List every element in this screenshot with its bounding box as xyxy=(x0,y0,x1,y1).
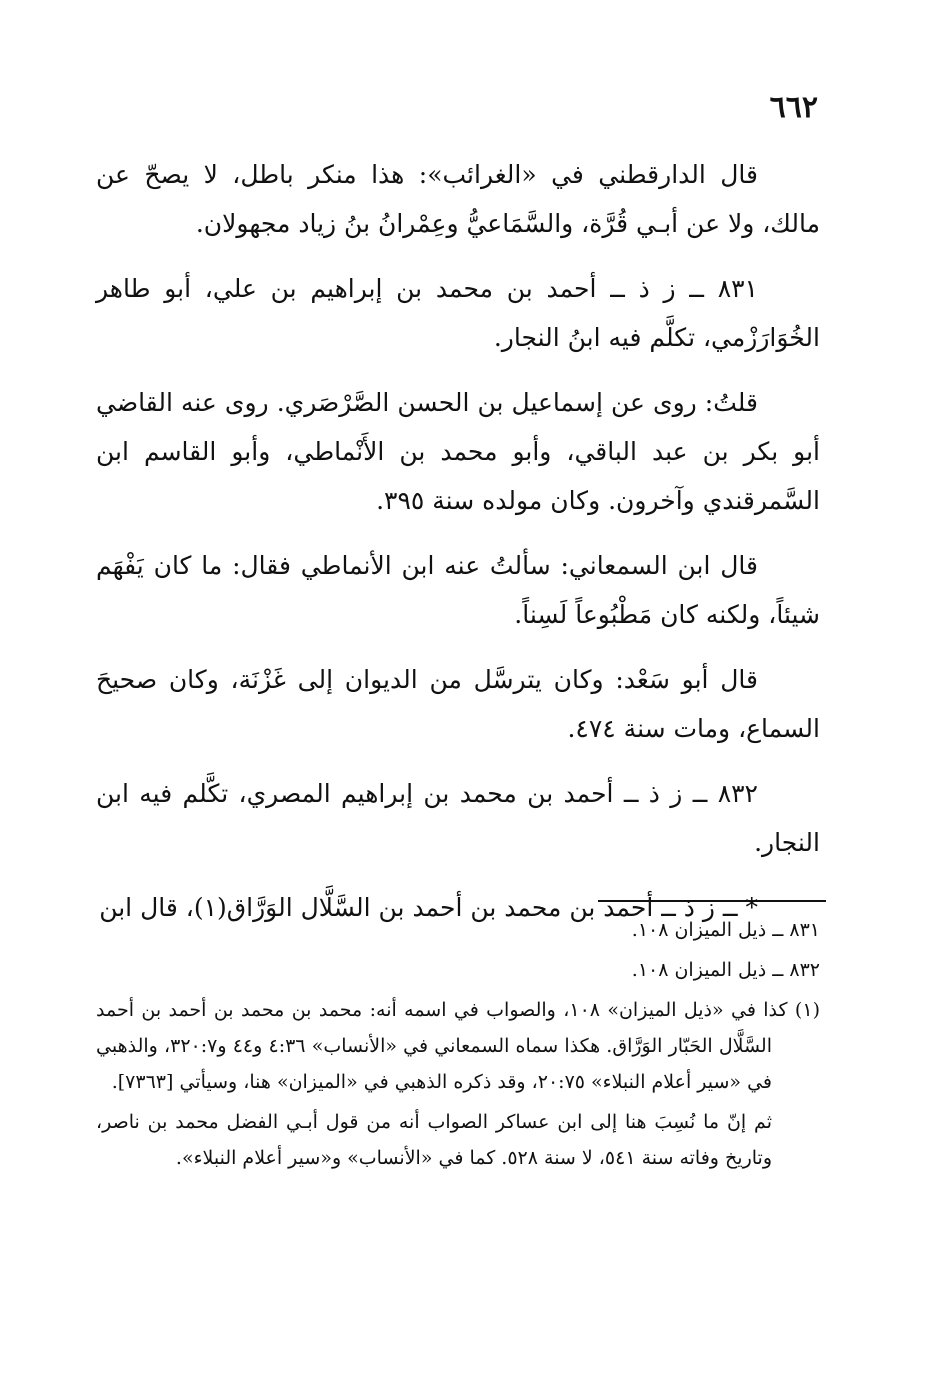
entry-831: ٨٣١ ــ ز ذ ــ أحمد بن محمد بن إبراهيم بن علي، أبو طاهر الخُوَارَزْمي، تكلَّم فيه ابنُ النجار. xyxy=(96,274,820,352)
footnote-1-continuation: ثم إنّ ما نُسِبَ هنا إلى ابن عساكر الصواب أنه من قول أبـي الفضل محمد بن ناصر، وتاريخ وفاته سنة ٥٤١، لا سنة ٥٢٨. كما في «الأنساب» و«سير أعلام النبلاء». xyxy=(96,1111,772,1169)
footnote-divider xyxy=(598,900,826,902)
footnotes xyxy=(96,912,820,1180)
entry-832: ٨٣٢ ــ ز ذ ــ أحمد بن محمد بن إبراهيم المصري، تكَّلم فيه ابن النجار. xyxy=(96,779,820,857)
paragraph-1: قال الدارقطني في «الغرائب»: هذا منكر باطل، لا يصحّ عن مالك، ولا عن أبـي قُرَّة، والسَّمَاعيُّ وعِمْرانُ بنُ زياد مجهولان. xyxy=(96,160,820,238)
page-number: ٦٦٢ xyxy=(769,90,818,125)
paragraph-4: قال ابن السمعاني: سألتُ عنه ابن الأنماطي فقال: ما كان يَفْهَم شيئاً، ولكنه كان مَطْبُوعاً لَسِناً. xyxy=(96,551,820,629)
paragraph-5: قال أبو سَعْد: وكان يترسَّل من الديوان إلى غَزْنَة، وكان صحيحَ السماع، ومات سنة ٤٧٤. xyxy=(96,665,820,743)
footnote-1: (١) كذا في «ذيل الميزان» ١٠٨، والصواب في اسمه أنه: محمد بن محمد بن أحمد بن أحمد السَّلَّال الحَبّار الوَرَّاق. هكذا سماه السمعاني في «الأنساب» ٤:٣٦ و٤٤ و٣٢٠:٧، والذهبي في «سير أعلام النبلاء» ٢٠:٧٥، وقد ذكره الذهبي في «الميزان» هنا، وسيأتي [٧٣٦٣]. xyxy=(96,999,820,1093)
main-text xyxy=(96,150,820,948)
paragraph-3: قلتُ: روى عن إسماعيل بن الحسن الصَّرْصَري. روى عنه القاضي أبو بكر بن عبد الباقي، وأبو محمد بن الأَنْماطي، وأبو القاسم ابن السَّمرقندي وآخرون. وكان مولده سنة ٣٩٥. xyxy=(96,388,820,515)
entry-starred: * ــ ز ذ ــ أحمد بن محمد بن أحمد بن السَّلَّال الوَرَّاق(١)، قال ابن xyxy=(99,893,758,922)
source-831: ٨٣١ ــ ذيل الميزان ١٠٨. xyxy=(631,919,820,941)
source-832: ٨٣٢ ــ ذيل الميزان ١٠٨. xyxy=(631,959,820,981)
